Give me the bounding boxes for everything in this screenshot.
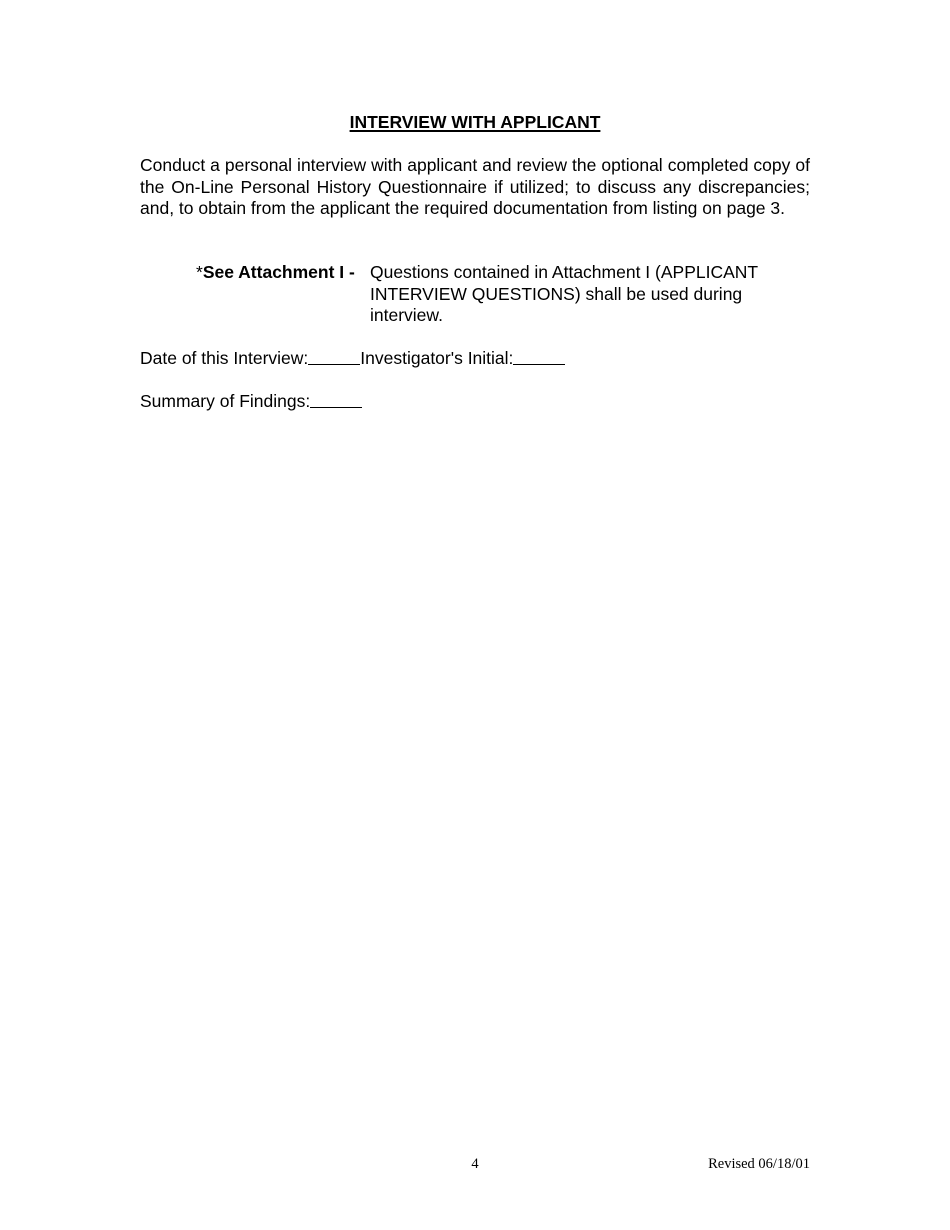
initial-label: Investigator's Initial: (360, 348, 514, 368)
attachment-label (196, 262, 355, 284)
date-blank (308, 349, 360, 365)
page-number: 4 (471, 1156, 479, 1172)
initial-blank (513, 349, 565, 365)
page-title: INTERVIEW WITH APPLICANT (349, 112, 601, 132)
interview-date-line (140, 348, 565, 370)
date-label: Date of this Interview: (140, 348, 309, 368)
revision-date: Revised 06/18/01 (708, 1156, 810, 1172)
intro-paragraph: Conduct a personal interview with applicant and review the optional completed copy of the On-Line Personal History Questionnaire if utilized; to discuss any discrepancies; and, to obtain from the applicant the required documentation from listing on page 3. (140, 155, 810, 218)
attachment-text: Questions contained in Attachment I (APPLICANT INTERVIEW QUESTIONS) shall be used during interview. (370, 262, 758, 325)
summary-label: Summary of Findings: (140, 391, 311, 411)
attachment-prefix: * (196, 262, 203, 282)
summary-blank (310, 392, 362, 408)
summary-line (140, 391, 362, 413)
attachment-label-text: See Attachment I - (202, 262, 355, 282)
